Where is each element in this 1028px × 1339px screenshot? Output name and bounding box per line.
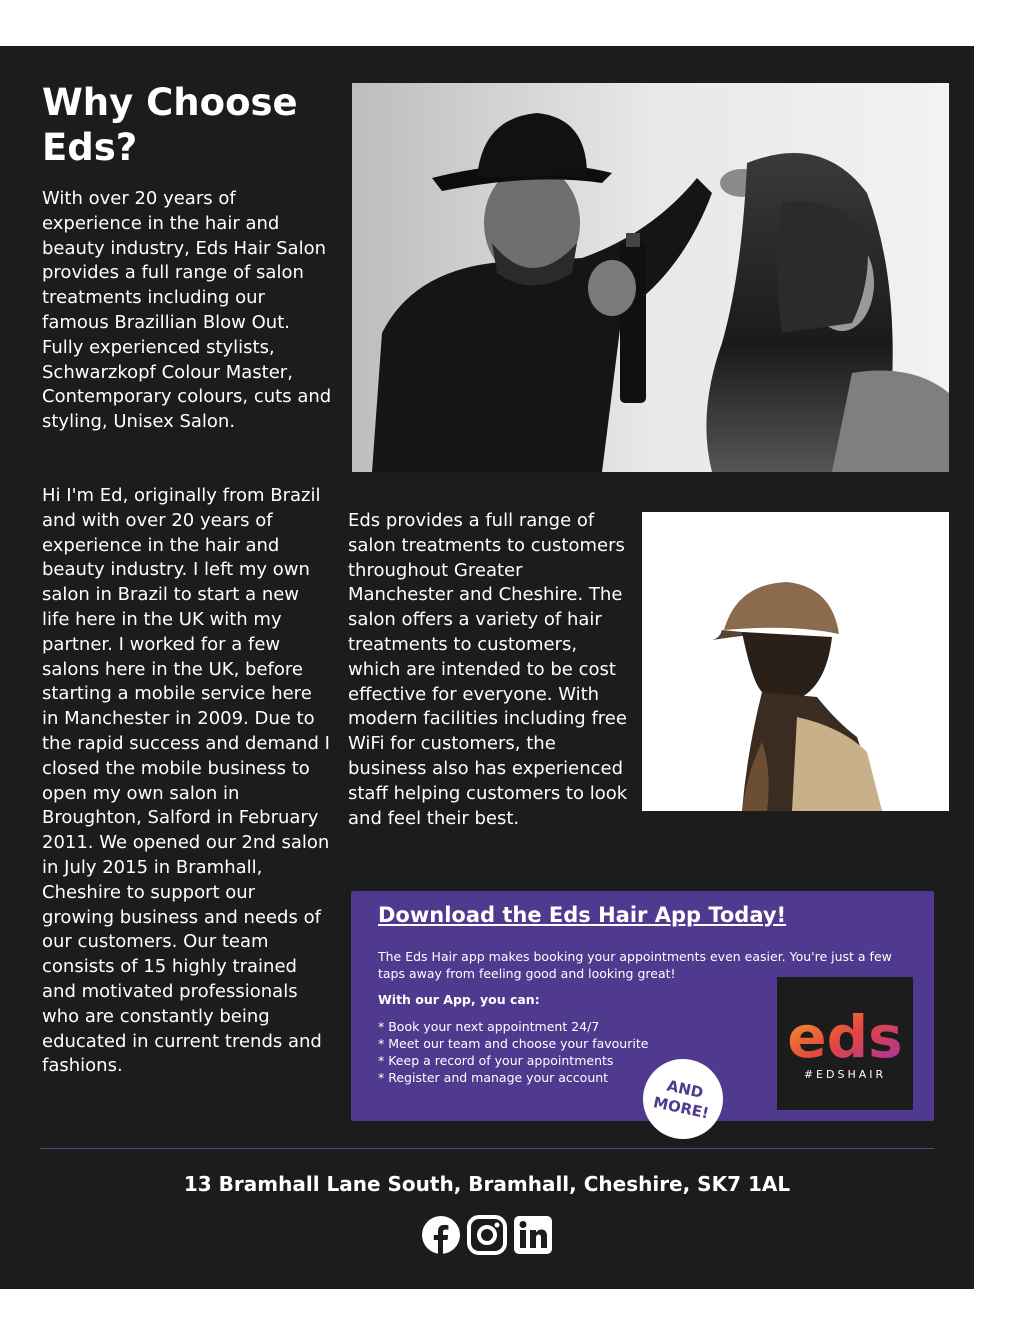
profile-photo <box>642 512 949 811</box>
stylist-photo-image <box>352 83 949 472</box>
page-title: Why Choose Eds? <box>42 81 298 169</box>
facebook-icon[interactable] <box>421 1215 461 1255</box>
app-feature-item: * Register and manage your account <box>378 1069 648 1086</box>
and-more-badge <box>636 1052 731 1147</box>
instagram-icon[interactable] <box>467 1215 507 1255</box>
app-promo-panel <box>351 891 934 1121</box>
stylist-photo <box>352 83 949 472</box>
story-paragraph: Hi I'm Ed, originally from Brazil and with over 20 years of experience in the hair and beauty industry. I left my own salon in Brazil to start a new life here in the UK with my partner. I worked for a few salons here in the UK, before starting a mobile service here in Manchester in 2009. Due to the rapid success and demand I closed the mobile business to open my own salon in Broughton, Salford in February 2011. We opened our 2nd salon in July 2015 in Bramhall, Cheshire to support our growing business and needs of our customers. Our team consists of 15 highly trained and motivated professionals who are constantly being educated in current trends and fashions. <box>42 485 330 1077</box>
app-download-link[interactable]: Download the Eds Hair App Today! <box>378 903 787 927</box>
intro-paragraph: With over 20 years of experience in the hair and beauty industry, Eds Hair Salon provides a full range of salon treatments including our famous Brazillian Blow Out. Fully experienced stylists, Schwarzkopf Colour Master, Contemporary colours, cuts and styling, Unisex Salon. <box>42 188 332 433</box>
linkedin-icon[interactable] <box>513 1215 553 1255</box>
eds-logo-text: eds <box>787 1003 903 1067</box>
app-features-list <box>378 1018 648 1086</box>
app-feature-item: * Book your next appointment 24/7 <box>378 1018 648 1035</box>
app-description: The Eds Hair app makes booking your appointments even easier. You're just a few taps away from feeling good and looking great! <box>378 949 892 981</box>
app-feature-item: * Meet our team and choose your favourite <box>378 1035 648 1052</box>
app-feature-item: * Keep a record of your appointments <box>378 1052 648 1069</box>
salon-address: 13 Bramhall Lane South, Bramhall, Cheshire, SK7 1AL <box>183 1172 791 1196</box>
app-features-heading: With our App, you can: <box>378 992 540 1007</box>
and-more-label: AND MORE! <box>651 1076 711 1123</box>
content-panel <box>0 46 974 1289</box>
services-paragraph: Eds provides a full range of salon treatments to customers throughout Greater Manchester and Cheshire. The salon offers a variety of hair treatments to customers, which are intended to be cost effective for everyone. With modern facilities including free WiFi for customers, the business also has experienced staff helping customers to look and feel their best. <box>348 510 628 829</box>
eds-logo-icon <box>777 977 913 1067</box>
eds-logo-tagline: #EDSHAIR <box>803 1068 887 1081</box>
social-links <box>421 1215 561 1255</box>
eds-app-logo[interactable] <box>777 977 913 1110</box>
footer-divider <box>40 1148 934 1149</box>
profile-photo-image <box>642 512 949 811</box>
